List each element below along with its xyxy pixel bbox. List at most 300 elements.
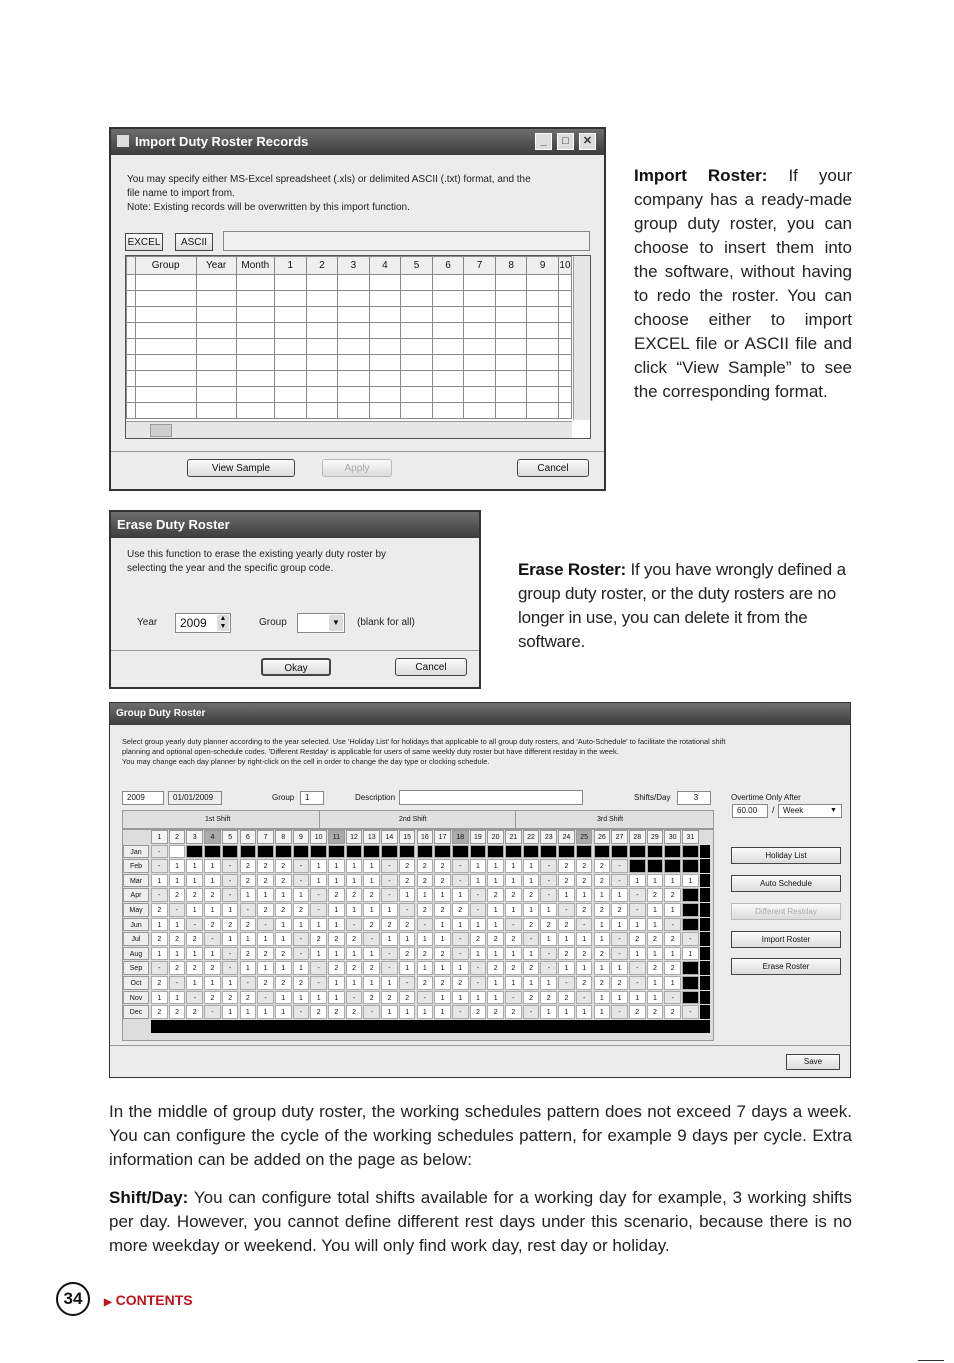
table-cell[interactable] bbox=[432, 291, 464, 307]
table-cell[interactable] bbox=[464, 339, 496, 355]
table-cell[interactable] bbox=[338, 275, 370, 291]
spinner-arrows-icon[interactable]: ▲ ▼ bbox=[217, 615, 229, 631]
roster-day-cell[interactable]: 2 bbox=[399, 947, 416, 961]
roster-day-cell[interactable]: - bbox=[505, 991, 522, 1005]
roster-day-cell[interactable]: 1 bbox=[293, 888, 310, 902]
roster-day-cell[interactable]: - bbox=[470, 888, 487, 902]
roster-day-cell[interactable]: 1 bbox=[629, 947, 646, 961]
roster-day-cell[interactable]: - bbox=[629, 888, 646, 902]
roster-day-cell[interactable]: 1 bbox=[328, 874, 345, 888]
roster-day-cell[interactable] bbox=[169, 845, 186, 859]
roster-day-cell[interactable]: - bbox=[611, 947, 628, 961]
roster-day-cell[interactable]: 1 bbox=[399, 888, 416, 902]
table-cell[interactable] bbox=[127, 339, 136, 355]
roster-day-cell[interactable]: - bbox=[381, 859, 398, 873]
roster-day-cell[interactable]: 1 bbox=[434, 991, 451, 1005]
roster-day-cell[interactable]: 1 bbox=[594, 961, 611, 975]
table-cell[interactable] bbox=[369, 387, 401, 403]
roster-day-cell[interactable]: 1 bbox=[363, 874, 380, 888]
table-cell[interactable] bbox=[527, 387, 559, 403]
roster-day-cell[interactable]: 1 bbox=[240, 961, 257, 975]
roster-day-cell[interactable] bbox=[540, 845, 557, 859]
roster-day-cell[interactable]: 1 bbox=[328, 918, 345, 932]
roster-day-cell[interactable]: - bbox=[505, 918, 522, 932]
roster-day-cell[interactable]: 1 bbox=[169, 859, 186, 873]
save-button[interactable]: Save bbox=[786, 1054, 840, 1070]
roster-day-cell[interactable] bbox=[434, 845, 451, 859]
table-cell[interactable] bbox=[306, 403, 338, 419]
roster-day-cell[interactable]: 2 bbox=[169, 888, 186, 902]
roster-day-cell[interactable] bbox=[399, 845, 416, 859]
roster-day-cell[interactable]: 2 bbox=[576, 874, 593, 888]
table-cell[interactable] bbox=[338, 307, 370, 323]
roster-day-cell[interactable]: 2 bbox=[523, 991, 540, 1005]
roster-day-cell[interactable]: 1 bbox=[523, 874, 540, 888]
table-cell[interactable] bbox=[196, 387, 236, 403]
roster-day-cell[interactable] bbox=[682, 903, 699, 917]
table-cell[interactable] bbox=[196, 291, 236, 307]
roster-day-cell[interactable]: 1 bbox=[647, 874, 664, 888]
table-cell[interactable] bbox=[369, 275, 401, 291]
roster-day-cell[interactable]: 2 bbox=[629, 1005, 646, 1019]
roster-day-cell[interactable]: 1 bbox=[594, 918, 611, 932]
table-cell[interactable] bbox=[135, 323, 196, 339]
roster-day-cell[interactable]: 1 bbox=[487, 918, 504, 932]
roster-day-cell[interactable]: 2 bbox=[505, 961, 522, 975]
table-cell[interactable] bbox=[236, 355, 274, 371]
roster-day-cell[interactable]: - bbox=[470, 961, 487, 975]
roster-day-cell[interactable] bbox=[664, 845, 681, 859]
year-spinner[interactable] bbox=[175, 613, 231, 633]
roster-day-cell[interactable]: 2 bbox=[558, 918, 575, 932]
roster-day-cell[interactable]: 1 bbox=[505, 976, 522, 990]
roster-day-cell[interactable]: 1 bbox=[257, 961, 274, 975]
roster-day-cell[interactable]: - bbox=[186, 918, 203, 932]
roster-day-cell[interactable]: 1 bbox=[151, 874, 168, 888]
roster-day-cell[interactable]: - bbox=[257, 991, 274, 1005]
table-cell[interactable] bbox=[495, 275, 527, 291]
roster-day-cell[interactable] bbox=[647, 859, 664, 873]
table-cell[interactable] bbox=[401, 371, 433, 387]
roster-day-cell[interactable]: 1 bbox=[328, 903, 345, 917]
roster-day-cell[interactable]: 2 bbox=[151, 932, 168, 946]
roster-day-cell[interactable]: 2 bbox=[186, 961, 203, 975]
roster-day-cell[interactable]: - bbox=[240, 976, 257, 990]
table-cell[interactable] bbox=[464, 323, 496, 339]
roster-day-cell[interactable]: 2 bbox=[186, 888, 203, 902]
roster-day-cell[interactable]: 2 bbox=[169, 1005, 186, 1019]
roster-day-cell[interactable]: 2 bbox=[257, 903, 274, 917]
excel-button[interactable]: EXCEL bbox=[125, 233, 163, 251]
roster-day-cell[interactable] bbox=[257, 845, 274, 859]
roster-day-cell[interactable]: - bbox=[399, 976, 416, 990]
roster-day-cell[interactable]: 1 bbox=[470, 947, 487, 961]
roster-day-cell[interactable]: 1 bbox=[487, 976, 504, 990]
roster-day-cell[interactable]: 2 bbox=[664, 888, 681, 902]
roster-day-cell[interactable]: 1 bbox=[558, 888, 575, 902]
roster-day-cell[interactable]: - bbox=[399, 903, 416, 917]
roster-day-cell[interactable]: - bbox=[310, 961, 327, 975]
overtime-input[interactable] bbox=[732, 804, 768, 818]
roster-day-cell[interactable]: 2 bbox=[487, 888, 504, 902]
roster-day-cell[interactable]: 2 bbox=[310, 932, 327, 946]
roster-day-cell[interactable]: - bbox=[611, 874, 628, 888]
roster-day-cell[interactable]: - bbox=[540, 961, 557, 975]
table-cell[interactable] bbox=[432, 355, 464, 371]
table-cell[interactable] bbox=[495, 371, 527, 387]
roster-day-cell[interactable]: 2 bbox=[417, 859, 434, 873]
roster-day-cell[interactable]: - bbox=[523, 1005, 540, 1019]
roster-day-cell[interactable]: 1 bbox=[257, 888, 274, 902]
roster-day-cell[interactable]: 1 bbox=[558, 1005, 575, 1019]
roster-day-cell[interactable]: 2 bbox=[434, 903, 451, 917]
table-cell[interactable] bbox=[135, 275, 196, 291]
roster-day-cell[interactable]: - bbox=[151, 961, 168, 975]
table-cell[interactable] bbox=[127, 355, 136, 371]
erase-cancel-button[interactable]: Cancel bbox=[395, 658, 467, 676]
table-cell[interactable] bbox=[369, 323, 401, 339]
table-cell[interactable] bbox=[495, 291, 527, 307]
roster-day-cell[interactable]: 1 bbox=[470, 918, 487, 932]
roster-day-cell[interactable]: - bbox=[346, 991, 363, 1005]
table-cell[interactable] bbox=[464, 307, 496, 323]
roster-day-cell[interactable] bbox=[647, 845, 664, 859]
roster-day-cell[interactable]: 2 bbox=[257, 859, 274, 873]
table-cell[interactable] bbox=[135, 371, 196, 387]
roster-day-cell[interactable]: 2 bbox=[204, 888, 221, 902]
roster-day-cell[interactable] bbox=[629, 859, 646, 873]
table-cell[interactable] bbox=[196, 323, 236, 339]
table-cell[interactable] bbox=[401, 323, 433, 339]
roster-day-cell[interactable]: - bbox=[293, 932, 310, 946]
roster-day-cell[interactable]: 2 bbox=[240, 918, 257, 932]
okay-button[interactable]: Okay bbox=[261, 658, 331, 676]
roster-day-cell[interactable]: 1 bbox=[594, 1005, 611, 1019]
table-cell[interactable] bbox=[135, 291, 196, 307]
table-cell[interactable] bbox=[135, 387, 196, 403]
roster-day-cell[interactable]: - bbox=[310, 903, 327, 917]
table-cell[interactable] bbox=[236, 323, 274, 339]
roster-day-cell[interactable]: 2 bbox=[204, 991, 221, 1005]
table-cell[interactable] bbox=[306, 387, 338, 403]
roster-day-cell[interactable]: 2 bbox=[240, 859, 257, 873]
roster-day-cell[interactable]: 1 bbox=[664, 903, 681, 917]
roster-day-cell[interactable]: 1 bbox=[470, 874, 487, 888]
roster-day-cell[interactable]: 1 bbox=[452, 961, 469, 975]
roster-day-cell[interactable]: 1 bbox=[664, 874, 681, 888]
table-cell[interactable] bbox=[306, 291, 338, 307]
roster-day-cell[interactable]: 1 bbox=[647, 947, 664, 961]
roster-day-cell[interactable]: 2 bbox=[647, 1005, 664, 1019]
roster-day-cell[interactable]: 1 bbox=[417, 888, 434, 902]
table-cell[interactable] bbox=[127, 387, 136, 403]
roster-day-cell[interactable]: 2 bbox=[328, 1005, 345, 1019]
roster-day-cell[interactable]: 2 bbox=[594, 976, 611, 990]
table-cell[interactable] bbox=[527, 403, 559, 419]
roster-day-cell[interactable]: 1 bbox=[576, 888, 593, 902]
roster-day-cell[interactable]: - bbox=[222, 947, 239, 961]
roster-day-cell[interactable]: - bbox=[222, 961, 239, 975]
table-cell[interactable] bbox=[527, 371, 559, 387]
roster-day-cell[interactable]: 1 bbox=[611, 918, 628, 932]
roster-day-cell[interactable] bbox=[594, 845, 611, 859]
roster-day-cell[interactable]: 1 bbox=[487, 859, 504, 873]
roster-day-cell[interactable]: 1 bbox=[452, 888, 469, 902]
roster-day-cell[interactable] bbox=[523, 845, 540, 859]
roster-day-cell[interactable]: 2 bbox=[576, 903, 593, 917]
roster-day-cell[interactable]: 2 bbox=[328, 932, 345, 946]
table-cell[interactable] bbox=[275, 339, 307, 355]
roster-day-cell[interactable]: 1 bbox=[363, 859, 380, 873]
table-cell[interactable] bbox=[527, 355, 559, 371]
roster-day-cell[interactable]: 1 bbox=[558, 961, 575, 975]
roster-day-cell[interactable]: 1 bbox=[293, 961, 310, 975]
roster-day-cell[interactable]: 2 bbox=[558, 874, 575, 888]
roster-day-cell[interactable]: 2 bbox=[275, 976, 292, 990]
roster-day-cell[interactable] bbox=[204, 845, 221, 859]
roster-day-cell[interactable]: 1 bbox=[293, 991, 310, 1005]
roster-day-cell[interactable] bbox=[558, 845, 575, 859]
roster-day-cell[interactable]: 1 bbox=[682, 874, 699, 888]
shifts-per-day-spinner[interactable] bbox=[677, 791, 711, 805]
roster-day-cell[interactable]: 2 bbox=[222, 918, 239, 932]
table-cell[interactable] bbox=[401, 355, 433, 371]
roster-day-cell[interactable]: 1 bbox=[204, 903, 221, 917]
table-cell[interactable] bbox=[135, 307, 196, 323]
roster-day-cell[interactable]: 2 bbox=[523, 918, 540, 932]
roster-day-cell[interactable]: 2 bbox=[275, 947, 292, 961]
roster-day-cell[interactable]: 1 bbox=[434, 918, 451, 932]
close-icon[interactable]: ✕ bbox=[579, 133, 596, 150]
table-cell[interactable] bbox=[236, 307, 274, 323]
roster-day-cell[interactable]: 2 bbox=[346, 1005, 363, 1019]
roster-group-field[interactable] bbox=[300, 791, 324, 805]
roster-day-cell[interactable]: - bbox=[222, 888, 239, 902]
table-cell[interactable] bbox=[275, 355, 307, 371]
roster-day-cell[interactable]: 2 bbox=[186, 932, 203, 946]
table-cell[interactable] bbox=[401, 403, 433, 419]
roster-day-cell[interactable]: - bbox=[363, 932, 380, 946]
roster-day-cell[interactable]: 2 bbox=[346, 932, 363, 946]
roster-day-cell[interactable]: 1 bbox=[275, 932, 292, 946]
table-cell[interactable] bbox=[495, 339, 527, 355]
roster-day-cell[interactable]: - bbox=[576, 991, 593, 1005]
holiday-list-button[interactable]: Holiday List bbox=[731, 847, 841, 864]
roster-day-cell[interactable]: 1 bbox=[381, 976, 398, 990]
roster-day-cell[interactable] bbox=[682, 888, 699, 902]
roster-day-cell[interactable]: 2 bbox=[647, 932, 664, 946]
roster-day-cell[interactable]: 2 bbox=[293, 903, 310, 917]
roster-day-cell[interactable]: 2 bbox=[240, 947, 257, 961]
roster-day-cell[interactable]: 2 bbox=[346, 961, 363, 975]
table-cell[interactable] bbox=[527, 275, 559, 291]
roster-day-cell[interactable]: 1 bbox=[363, 947, 380, 961]
table-cell[interactable] bbox=[464, 275, 496, 291]
roster-day-cell[interactable]: 1 bbox=[222, 903, 239, 917]
roster-day-cell[interactable]: 1 bbox=[151, 918, 168, 932]
roster-day-cell[interactable]: 2 bbox=[523, 888, 540, 902]
roster-day-cell[interactable]: 1 bbox=[682, 947, 699, 961]
table-cell[interactable] bbox=[527, 291, 559, 307]
roster-day-cell[interactable] bbox=[682, 918, 699, 932]
roster-day-cell[interactable]: 1 bbox=[257, 1005, 274, 1019]
roster-day-cell[interactable]: 2 bbox=[594, 859, 611, 873]
roster-day-cell[interactable]: 2 bbox=[346, 888, 363, 902]
roster-day-cell[interactable]: 2 bbox=[470, 1005, 487, 1019]
roster-day-cell[interactable]: 2 bbox=[487, 1005, 504, 1019]
table-cell[interactable] bbox=[558, 355, 571, 371]
roster-day-cell[interactable]: 1 bbox=[240, 888, 257, 902]
roster-day-cell[interactable]: - bbox=[558, 903, 575, 917]
roster-day-cell[interactable]: - bbox=[452, 932, 469, 946]
roster-day-cell[interactable]: 1 bbox=[417, 1005, 434, 1019]
roster-day-cell[interactable]: 1 bbox=[186, 874, 203, 888]
table-cell[interactable] bbox=[127, 323, 136, 339]
table-cell[interactable] bbox=[432, 275, 464, 291]
roster-day-cell[interactable]: - bbox=[540, 859, 557, 873]
roster-day-cell[interactable]: 2 bbox=[558, 991, 575, 1005]
roster-day-cell[interactable]: 1 bbox=[240, 932, 257, 946]
table-cell[interactable] bbox=[306, 307, 338, 323]
roster-day-cell[interactable] bbox=[328, 845, 345, 859]
roster-day-cell[interactable]: 2 bbox=[487, 961, 504, 975]
roster-day-cell[interactable]: 1 bbox=[381, 1005, 398, 1019]
roster-day-cell[interactable]: - bbox=[310, 976, 327, 990]
roster-day-cell[interactable]: 1 bbox=[611, 991, 628, 1005]
roster-day-cell[interactable]: 1 bbox=[204, 859, 221, 873]
table-cell[interactable] bbox=[306, 371, 338, 387]
roster-day-cell[interactable] bbox=[222, 845, 239, 859]
roster-day-cell[interactable]: 1 bbox=[629, 874, 646, 888]
roster-day-cell[interactable]: 2 bbox=[293, 976, 310, 990]
roster-day-cell[interactable]: - bbox=[629, 961, 646, 975]
table-cell[interactable] bbox=[275, 275, 307, 291]
erase-roster-button[interactable]: Erase Roster bbox=[731, 958, 841, 975]
roster-day-cell[interactable]: - bbox=[470, 903, 487, 917]
view-sample-button[interactable]: View Sample bbox=[187, 459, 295, 477]
roster-day-cell[interactable]: 1 bbox=[363, 976, 380, 990]
roster-day-cell[interactable]: 1 bbox=[310, 991, 327, 1005]
roster-day-cell[interactable]: 2 bbox=[558, 859, 575, 873]
roster-day-cell[interactable]: - bbox=[682, 1005, 699, 1019]
roster-day-cell[interactable] bbox=[381, 845, 398, 859]
roster-day-cell[interactable]: - bbox=[310, 888, 327, 902]
roster-day-cell[interactable]: - bbox=[204, 932, 221, 946]
roster-day-cell[interactable]: 1 bbox=[647, 991, 664, 1005]
roster-day-cell[interactable]: 1 bbox=[558, 932, 575, 946]
different-restday-button[interactable]: Different Restday bbox=[731, 903, 841, 920]
table-cell[interactable] bbox=[338, 323, 370, 339]
table-cell[interactable] bbox=[127, 403, 136, 419]
roster-day-cell[interactable]: 1 bbox=[346, 947, 363, 961]
roster-day-cell[interactable]: 1 bbox=[275, 1005, 292, 1019]
roster-day-cell[interactable]: 2 bbox=[275, 874, 292, 888]
roster-day-cell[interactable] bbox=[682, 991, 699, 1005]
roster-day-cell[interactable]: - bbox=[186, 991, 203, 1005]
table-cell[interactable] bbox=[369, 355, 401, 371]
roster-day-cell[interactable]: 1 bbox=[381, 932, 398, 946]
roster-day-cell[interactable]: 2 bbox=[540, 918, 557, 932]
roster-day-cell[interactable] bbox=[505, 845, 522, 859]
roster-year-spinner[interactable] bbox=[122, 791, 164, 805]
roster-day-cell[interactable]: - bbox=[293, 859, 310, 873]
roster-day-cell[interactable]: 1 bbox=[540, 903, 557, 917]
roster-day-cell[interactable]: 2 bbox=[399, 859, 416, 873]
roster-day-cell[interactable]: 2 bbox=[576, 976, 593, 990]
roster-day-cell[interactable]: 1 bbox=[647, 918, 664, 932]
roster-day-cell[interactable]: 2 bbox=[363, 918, 380, 932]
roster-day-cell[interactable]: 1 bbox=[346, 903, 363, 917]
vertical-scrollbar[interactable] bbox=[573, 256, 590, 420]
roster-day-cell[interactable]: - bbox=[293, 874, 310, 888]
roster-day-cell[interactable]: 2 bbox=[664, 961, 681, 975]
roster-day-cell[interactable]: 2 bbox=[540, 991, 557, 1005]
roster-day-cell[interactable]: 1 bbox=[540, 1005, 557, 1019]
table-cell[interactable] bbox=[527, 307, 559, 323]
roster-day-cell[interactable] bbox=[275, 845, 292, 859]
roster-day-cell[interactable]: 1 bbox=[611, 961, 628, 975]
roster-day-cell[interactable]: 1 bbox=[452, 991, 469, 1005]
table-cell[interactable] bbox=[338, 355, 370, 371]
table-cell[interactable] bbox=[495, 307, 527, 323]
roster-day-cell[interactable] bbox=[682, 961, 699, 975]
roster-day-cell[interactable]: 2 bbox=[664, 932, 681, 946]
roster-day-cell[interactable]: 2 bbox=[363, 888, 380, 902]
table-cell[interactable] bbox=[338, 387, 370, 403]
roster-day-cell[interactable]: 1 bbox=[169, 874, 186, 888]
roster-day-cell[interactable]: 2 bbox=[275, 903, 292, 917]
table-cell[interactable] bbox=[338, 371, 370, 387]
roster-day-cell[interactable]: 1 bbox=[470, 859, 487, 873]
table-cell[interactable] bbox=[275, 403, 307, 419]
roster-day-cell[interactable]: 1 bbox=[151, 947, 168, 961]
horizontal-scrollbar[interactable] bbox=[126, 421, 572, 438]
roster-day-cell[interactable]: 1 bbox=[417, 961, 434, 975]
roster-day-cell[interactable]: 2 bbox=[363, 991, 380, 1005]
roster-day-cell[interactable]: 1 bbox=[169, 947, 186, 961]
roster-day-cell[interactable]: 1 bbox=[204, 976, 221, 990]
table-cell[interactable] bbox=[127, 371, 136, 387]
roster-day-cell[interactable]: 2 bbox=[328, 888, 345, 902]
roster-day-cell[interactable]: 2 bbox=[434, 976, 451, 990]
roster-day-cell[interactable] bbox=[310, 845, 327, 859]
table-cell[interactable] bbox=[135, 339, 196, 355]
table-cell[interactable] bbox=[275, 307, 307, 323]
roster-day-cell[interactable]: 1 bbox=[222, 976, 239, 990]
table-cell[interactable] bbox=[495, 355, 527, 371]
roster-day-cell[interactable]: - bbox=[629, 903, 646, 917]
table-cell[interactable] bbox=[558, 275, 571, 291]
roster-day-cell[interactable]: 1 bbox=[523, 859, 540, 873]
table-cell[interactable] bbox=[432, 323, 464, 339]
group-select[interactable] bbox=[297, 613, 345, 633]
roster-day-cell[interactable]: 1 bbox=[594, 932, 611, 946]
roster-day-cell[interactable]: - bbox=[558, 976, 575, 990]
roster-day-cell[interactable]: - bbox=[293, 1005, 310, 1019]
table-cell[interactable] bbox=[401, 339, 433, 355]
roster-day-cell[interactable]: 1 bbox=[540, 976, 557, 990]
chevron-down-icon[interactable]: ▼ bbox=[830, 807, 837, 814]
roster-day-cell[interactable]: 2 bbox=[647, 888, 664, 902]
roster-day-cell[interactable]: 2 bbox=[434, 947, 451, 961]
roster-day-cell[interactable]: 2 bbox=[240, 991, 257, 1005]
roster-day-cell[interactable]: 1 bbox=[487, 874, 504, 888]
table-cell[interactable] bbox=[401, 275, 433, 291]
roster-day-cell[interactable]: - bbox=[204, 1005, 221, 1019]
import-roster-button[interactable]: Import Roster bbox=[731, 931, 841, 948]
table-cell[interactable] bbox=[275, 291, 307, 307]
roster-day-cell[interactable]: 2 bbox=[558, 947, 575, 961]
